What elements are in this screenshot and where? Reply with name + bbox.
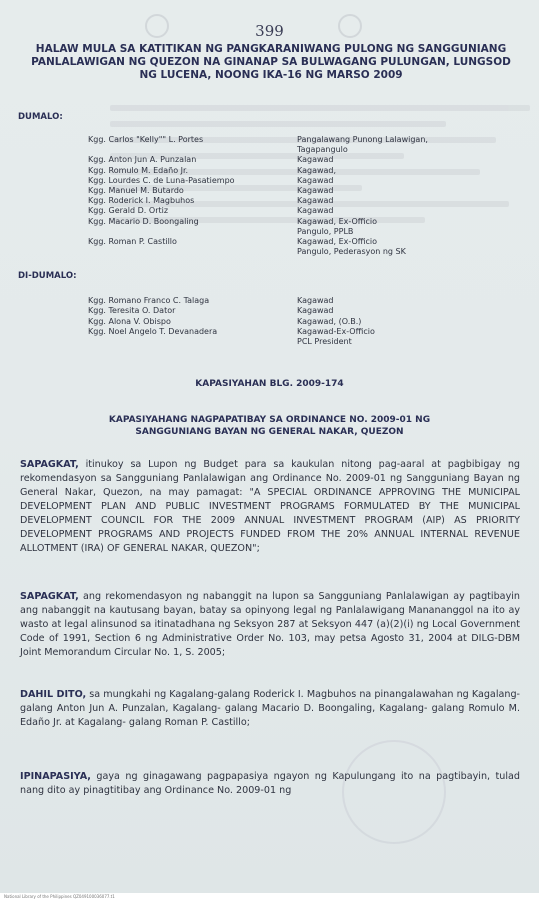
dumalo-member-name: Kgg. Carlos "Kelly"" L. Portes — [88, 135, 204, 144]
dumalo-member-position: Pangulo, PPLB — [297, 226, 354, 236]
di_dumalo-member-position: PCL President — [297, 337, 352, 347]
dumalo-member-position: Kagawad, — [297, 165, 337, 175]
paragraph-lead: DAHIL DITO, — [20, 689, 87, 700]
paragraph-ipinapasiya — [20, 770, 520, 798]
paragraph-text: ang rekomendasyon ng nabanggit na lupon sa Sangguniang Panlalawigan ay pagtibayin ang nabanggit na kautusang bayan, batay sa opinyong legal ng Panlalawigang Manananggol na ito ay wasto at legal alinsunod sa itinatadhana ng Seksyon 287 at Seksyon 447 (a)(2)(i) ng Local Government Code of 1991, Section 6 ng Administrative Order No. 103, may petsa Agosto 31, 2004 at DILG-DBM Joint Memorandum Circular No. 1, S. 2005; — [20, 591, 520, 658]
dumalo-member-position: Kagawad — [297, 206, 334, 216]
dumalo-member-name: Kgg. Roderick I. Magbuhos — [88, 196, 195, 206]
dumalo-member-name: Kgg. Gerald D. Ortiz — [88, 206, 169, 216]
page-number: 399 — [255, 22, 284, 40]
dumalo-member-name: Kgg. Lourdes C. de Luna-Pasatiempo — [88, 175, 235, 185]
paragraph-text: sa mungkahi ng Kagalang-galang Roderick I. Magbuhos na pinangalawahan ng Kagalang- galang Anton Jun A. Punzalan, Kagalang- galang Macario D. Boongaling, Kagalang- galang Romulo M. Edaño Jr. at Kagalang- galang Roman P. Castillo; — [20, 689, 520, 728]
dumalo-member-name: Kgg. Macario D. Boongaling — [88, 216, 199, 226]
paragraph-text: itinukoy sa Lupon ng Budget para sa kaukulan nitong pag-aaral at pagbibigay ng rekomendasyon sa Sangguniang Panlalawigan ang Ordinance No. 2009-01 ng Sangguniang Bayan ng General Nakar, Quezon, na may pamagat: "A SPECIAL ORDINANCE APPROVING THE MUNICIPAL DEVELOPMENT PLAN AND PUBLIC INVESTMENT PROGRAMS FORMULATED BY THE MUNICIPAL DEVELOPMENT COUNCIL FOR THE 2009 ANNUAL INVESTMENT PROGRAM (AIP) AS PRIORITY DEVELOPMENT PROGRAMS AND PROJECTS FUNDED FROM THE 20% ANNUAL INTERNAL REVENUE ALLOTMENT (IRA) OF GENERAL NAKAR, QUEZON"; — [20, 459, 520, 554]
di_dumalo-member-position: Kagawad — [297, 306, 334, 316]
document-title: HALAW MULA SA KATITIKAN NG PANGKARANIWANG PULONG NG SANGGUNIANG PANLALAWIGAN NG QUEZON NA GINANAP SA BULWAGANG PULUNGAN, LUNGSOD NG LUCENA, NOONG IKA-16 NG MARSO 2009 — [31, 43, 511, 81]
dumalo-label: DUMALO: — [18, 112, 63, 122]
dumalo-member-name: Kgg. Anton Jun A. Punzalan — [88, 155, 197, 165]
dumalo-member-position: Pangalawang Punong Lalawigan, — [297, 135, 428, 144]
paragraph-text: gaya ng ginagawang pagpapasiya ngayon ng Kapulungang ito na pagtibayin, tulad nang dito ay pinagtitibay ang Ordinance No. 2009-01 ng — [20, 771, 520, 796]
di_dumalo-member-name: Kgg. Romano Franco C. Talaga — [88, 296, 210, 305]
di_dumalo-member-name: Kgg. Noel Angelo T. Devanadera — [88, 326, 218, 336]
paragraph-lead: SAPAGKAT, — [20, 459, 79, 470]
di_dumalo-member-name: Kgg. Alona V. Obispo — [88, 316, 171, 326]
paragraph-lead: SAPAGKAT, — [20, 591, 79, 602]
dumalo-member-position: Kagawad — [297, 155, 334, 165]
dumalo-member-name: Kgg. Romulo M. Edaño Jr. — [88, 165, 189, 175]
dumalo-member-position: Pangulo, Pederasyon ng SK — [297, 247, 406, 257]
dumalo-member-position: Kagawad, Ex-Officio — [297, 216, 378, 226]
di_dumalo-member-position: Kagawad-Ex-Officio — [297, 326, 375, 336]
scan-footer: National Library of the Philippines QZ049100036077.t1 — [0, 893, 539, 900]
dumalo-member-name: Kgg. Manuel M. Butardo — [88, 186, 184, 195]
resolution-title-line1: KAPASIYAHANG NAGPAPATIBAY SA ORDINANCE NO. 2009-01 NG — [108, 415, 431, 425]
paragraph-sapagkat-2 — [20, 590, 520, 660]
dumalo-member-position: Kagawad — [297, 186, 334, 195]
di_dumalo-member-name: Kgg. Teresita O. Dator — [88, 306, 176, 316]
resolution-title-line2: SANGGUNIANG BAYAN NG GENERAL NAKAR, QUEZON — [135, 427, 404, 437]
di_dumalo-member-position: Kagawad, (O.B.) — [297, 316, 362, 326]
resolution-number: KAPASIYAHAN BLG. 2009-174 — [195, 379, 344, 389]
dumalo-member-position: Kagawad, Ex-Officio — [297, 237, 378, 246]
paragraph-dahil-dito — [20, 688, 520, 730]
di-dumalo-label: DI-DUMALO: — [18, 271, 77, 281]
paragraph-lead: IPINAPASIYA, — [20, 771, 91, 782]
dumalo-member-position: Kagawad — [297, 175, 334, 185]
dumalo-member-name: Kgg. Roman P. Castillo — [88, 237, 177, 246]
di_dumalo-member-position: Kagawad — [297, 296, 334, 305]
paragraph-sapagkat-1 — [20, 458, 520, 556]
dumalo-member-position: Kagawad — [297, 196, 334, 206]
dumalo-member-position: Tagapangulo — [297, 145, 348, 155]
